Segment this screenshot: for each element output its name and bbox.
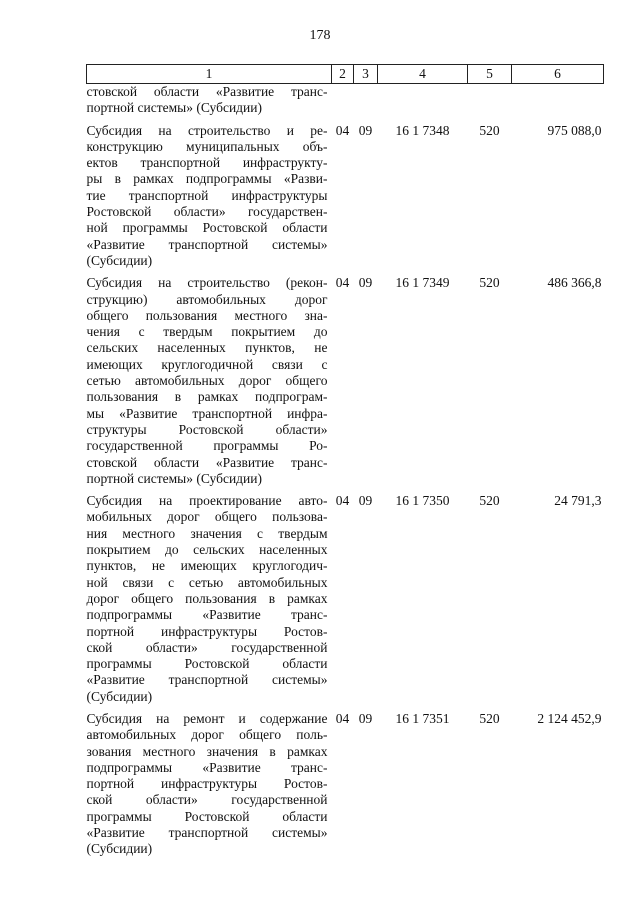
- column-header-5: 5: [468, 65, 512, 84]
- text-line: подпрограммы «Развитие транс-: [86, 607, 328, 623]
- text-line: ры в рамках подпрограммы «Разви-: [86, 171, 328, 187]
- text-line: тие транспортной инфраструктуры: [86, 187, 328, 203]
- text-line: струкцию) автомобильных дорог: [86, 291, 328, 307]
- text-line: программы Ростовской области: [86, 656, 328, 672]
- amount: 486 366,8: [547, 275, 602, 291]
- text-line: портной системы» (Субсидии): [86, 100, 262, 116]
- target-article-code: 16 1 7350: [395, 493, 450, 509]
- text-line: пользования в рамках подпрограм-: [86, 389, 328, 405]
- text-line: ния местного значения с твердым: [86, 525, 328, 541]
- text-line: сетью автомобильных дорог общего: [86, 373, 328, 389]
- continuation-text: [87, 84, 332, 117]
- text-line: конструкцию муниципальных объ-: [86, 138, 328, 154]
- text-line: чения с твердым покрытием до: [86, 324, 328, 340]
- table-row: [87, 487, 604, 705]
- text-line: портной системы» (Субсидии): [86, 470, 262, 486]
- text-line: (Субсидии): [86, 841, 153, 857]
- column-header-2: 2: [332, 65, 354, 84]
- text-line: государственной программы Ро-: [86, 438, 328, 454]
- text-line: (Субсидии): [86, 688, 153, 704]
- table-row: [87, 269, 604, 487]
- amount: 2 124 452,9: [537, 710, 602, 726]
- column-header-3: 3: [354, 65, 378, 84]
- text-line: «Развитие транспортной системы»: [86, 825, 328, 841]
- text-line: (Субсидии): [86, 252, 153, 268]
- page-number: 178: [309, 28, 331, 43]
- text-line: портной инфраструктуры Ростов-: [86, 623, 328, 639]
- continuation-row: [87, 84, 604, 117]
- text-line: структуры Ростовской области»: [86, 421, 328, 437]
- header-row: [87, 65, 604, 84]
- text-line: ной программы Ростовской области: [86, 220, 328, 236]
- text-line: ектов транспортной инфраструкту-: [86, 155, 328, 171]
- column-header-4: 4: [378, 65, 468, 84]
- table-row: [87, 117, 604, 270]
- amount: 24 791,3: [554, 493, 602, 509]
- row-description: [87, 705, 332, 858]
- text-line: имеющих круглогодичной связи с: [86, 356, 328, 372]
- subsection-code: 09: [358, 710, 373, 726]
- row-description: [87, 269, 332, 487]
- amount: 975 088,0: [547, 122, 602, 138]
- text-line: пунктов, не имеющих круглогодич-: [86, 558, 328, 574]
- text-line: ской области» государственной: [86, 639, 328, 655]
- column-header-6: 6: [512, 65, 604, 84]
- text-line: Ростовской области» государствен-: [86, 204, 328, 220]
- target-article-code: 16 1 7348: [395, 122, 450, 138]
- section-code: 04: [335, 122, 350, 138]
- expense-type-code: 520: [479, 122, 500, 138]
- row-description: [87, 487, 332, 705]
- text-line: стовской области «Развитие транс-: [86, 454, 328, 470]
- table-row: [87, 705, 604, 858]
- section-code: 04: [335, 493, 350, 509]
- text-line: портной инфраструктуры Ростов-: [86, 776, 328, 792]
- text-line: зования местного значения в рамках: [86, 743, 328, 759]
- text-line: дорог общего пользования в рамках: [86, 590, 328, 606]
- expense-type-code: 520: [479, 275, 500, 291]
- text-line: Субсидия на строительство (рекон-: [86, 275, 328, 291]
- expense-type-code: 520: [479, 493, 500, 509]
- target-article-code: 16 1 7349: [395, 275, 450, 291]
- row-description: [87, 117, 332, 270]
- text-line: сельских населенных пунктов, не: [86, 340, 328, 356]
- text-line: «Развитие транспортной системы»: [86, 672, 328, 688]
- text-line: Субсидия на проектирование авто-: [86, 493, 328, 509]
- subsection-code: 09: [358, 493, 373, 509]
- section-code: 04: [335, 710, 350, 726]
- section-code: 04: [335, 275, 350, 291]
- text-line: программы Ростовской области: [86, 808, 328, 824]
- text-line: автомобильных дорог общего поль-: [86, 727, 328, 743]
- text-line: мобильных дорог общего пользова-: [86, 509, 328, 525]
- budget-table: [86, 64, 604, 858]
- expense-type-code: 520: [479, 710, 500, 726]
- text-line: общего пользования местного зна-: [86, 307, 328, 323]
- text-line: подпрограммы «Развитие транс-: [86, 759, 328, 775]
- text-line: ной связи с сетью автомобильных: [86, 574, 328, 590]
- text-line: ской области» государственной: [86, 792, 328, 808]
- text-line: «Развитие транспортной системы»: [86, 236, 328, 252]
- target-article-code: 16 1 7351: [395, 710, 450, 726]
- text-line: мы «Развитие транспортной инфра-: [86, 405, 328, 421]
- subsection-code: 09: [358, 122, 373, 138]
- text-line: покрытием до сельских населенных: [86, 542, 328, 558]
- text-line: Субсидия на ремонт и содержание: [86, 710, 328, 726]
- text-line: Субсидия на строительство и ре-: [86, 122, 328, 138]
- column-header-1: 1: [87, 65, 332, 84]
- text-line: стовской области «Развитие транс-: [86, 84, 328, 99]
- subsection-code: 09: [358, 275, 373, 291]
